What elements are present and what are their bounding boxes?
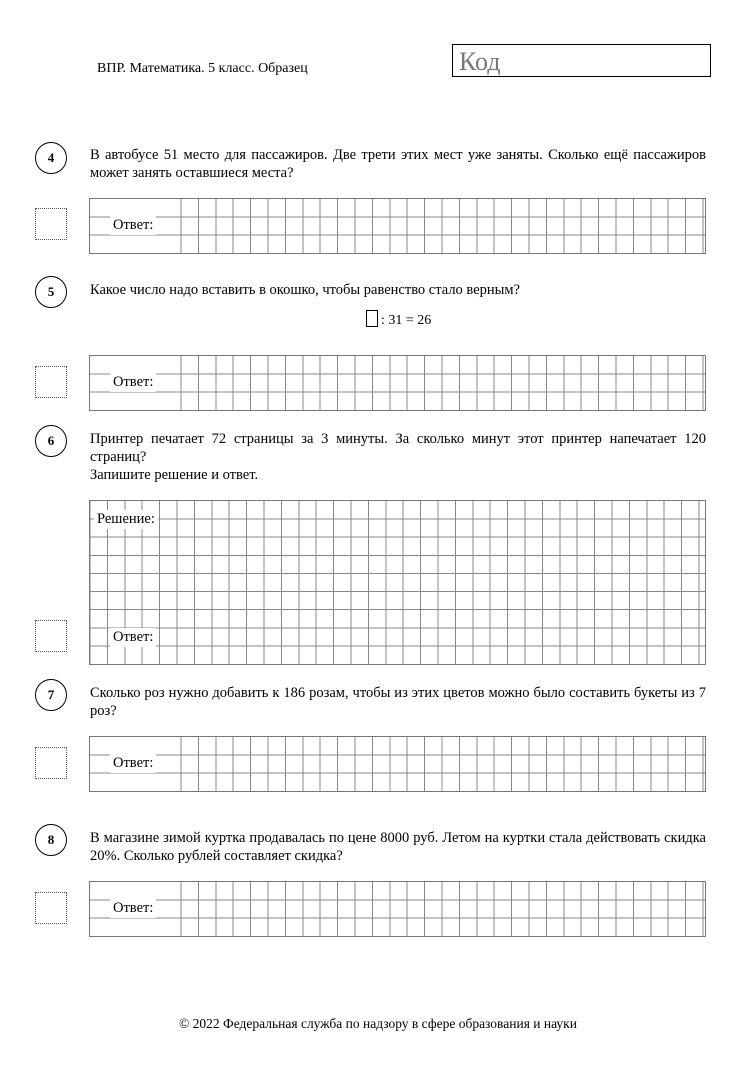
code-field[interactable]: Код xyxy=(452,44,711,77)
question-text-8: В магазине зимой куртка продавалась по цене 8000 руб. Летом на куртки стала действовать скидка 20%. Сколько рублей составляет скидка? xyxy=(90,830,706,864)
question-instruction-6: Запишите решение и ответ. xyxy=(90,467,259,483)
question-number-8: 8 xyxy=(35,824,67,856)
equation xyxy=(366,310,431,329)
answer-grid-8[interactable] xyxy=(89,881,706,937)
score-box-6[interactable] xyxy=(35,620,67,652)
question-text-4: В автобусе 51 место для пассажиров. Две трети этих мест уже заняты. Сколько ещё пассажиров может занять оставшиеся места? xyxy=(90,147,706,181)
solution-grid-6[interactable] xyxy=(89,500,706,665)
question-number-5: 5 xyxy=(35,276,67,308)
question-number-6: 6 xyxy=(35,425,67,457)
footer-copyright: © 2022 Федеральная служба по надзору в сфере образования и науки xyxy=(179,1016,577,1031)
question-text-5: Какое число надо вставить в окошко, чтобы равенство стало верным? xyxy=(90,282,520,298)
score-box-7[interactable] xyxy=(35,747,67,779)
answer-grid-7[interactable] xyxy=(89,736,706,792)
score-box-4[interactable] xyxy=(35,208,67,240)
answer-label-4: Ответ: xyxy=(110,216,156,235)
header-title: ВПР. Математика. 5 класс. Образец xyxy=(97,61,308,76)
solution-label-6: Решение: xyxy=(94,510,158,529)
answer-label-6: Ответ: xyxy=(110,628,156,647)
question-text-7: Сколько роз нужно добавить к 186 розам, чтобы из этих цветов можно было составить букеты из 7 роз? xyxy=(90,685,706,719)
answer-label-5: Ответ: xyxy=(110,373,156,392)
answer-grid-5[interactable] xyxy=(89,355,706,411)
score-box-5[interactable] xyxy=(35,366,67,398)
equation-blank-box xyxy=(366,310,378,327)
answer-grid-4[interactable] xyxy=(89,198,706,254)
answer-label-8: Ответ: xyxy=(110,899,156,918)
question-number-4: 4 xyxy=(35,142,67,174)
answer-label-7: Ответ: xyxy=(110,754,156,773)
equation-text: : 31 = 26 xyxy=(381,313,432,328)
score-box-8[interactable] xyxy=(35,892,67,924)
question-text-6: Принтер печатает 72 страницы за 3 минуты. За сколько минут этот принтер напечатает 120 страниц? xyxy=(90,431,706,465)
question-number-7: 7 xyxy=(35,679,67,711)
